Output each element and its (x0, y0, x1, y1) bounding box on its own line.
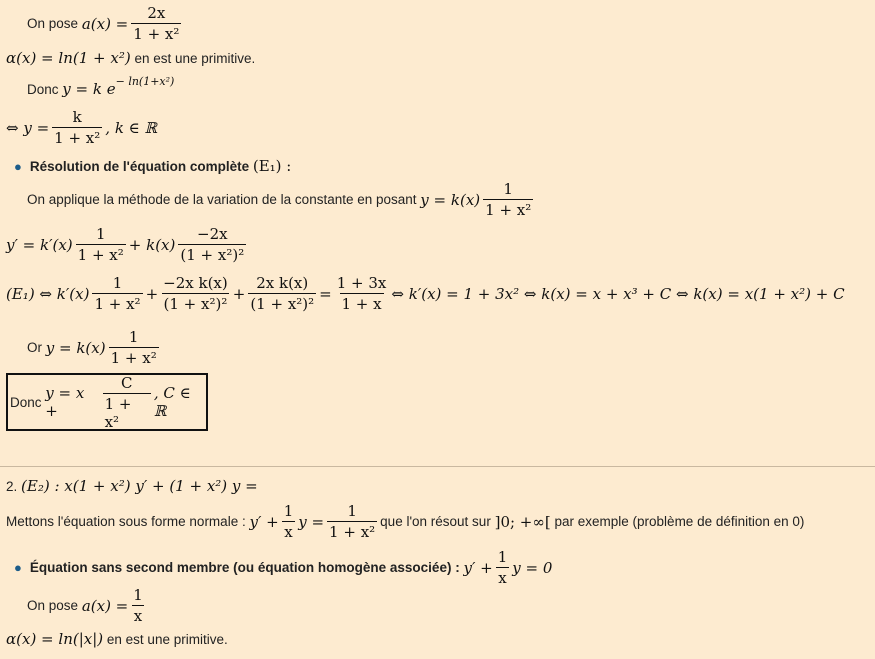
numerator: 1 (503, 180, 513, 198)
section-title: Équation sans second membre (ou équation homogène associée) : (29, 560, 460, 575)
numerator: −2x (197, 225, 228, 243)
variation-method-line (27, 180, 536, 219)
numerator: 1 (128, 328, 139, 346)
denominator: 1 + x² (94, 295, 141, 313)
denominator: (1 + x²)² (163, 295, 228, 313)
math-tail: , C ∈ ℝ (153, 384, 191, 420)
definition-a (27, 4, 184, 43)
numerator: 1 (283, 502, 294, 520)
divider (0, 466, 875, 467)
fraction (131, 4, 181, 43)
math-2: y = 0 (512, 558, 553, 577)
math-tail: ⇔ k′(x) = 1 + 3x² ⇔ k(x) = x + x³ + C ⇔ k(x) = x(1 + x²) + C (391, 284, 845, 303)
interval: ]0; +∞[ (494, 512, 551, 531)
denominator: 1 + x² (329, 523, 376, 541)
numerator: 1 (497, 548, 508, 566)
math-2: y = (298, 512, 325, 531)
numerator: −2x k(x) (163, 274, 228, 292)
boxed-result (6, 373, 208, 431)
fraction-4 (335, 274, 389, 313)
denominator: 1 + x² (133, 25, 180, 43)
math: (E₁) : (252, 157, 292, 175)
text-2: que l'on résout sur (380, 514, 491, 529)
fraction-2 (161, 274, 230, 313)
part2-heading (6, 477, 258, 495)
operator: + (145, 284, 159, 303)
numerator: 1 + 3x (336, 274, 387, 292)
definition-a-2 (27, 586, 148, 625)
math-lhs: ⇔ y = (6, 118, 50, 137)
numerator: 1 (133, 586, 143, 604)
math-lhs: y′ = k′(x) (6, 235, 73, 254)
bullet-icon: ● (14, 560, 22, 575)
denominator: (1 + x²)² (180, 246, 245, 264)
numerator: C (120, 373, 133, 392)
math: (E₂) : x(1 + x²) y′ + (1 + x²) y = (21, 477, 258, 495)
text: On pose (27, 16, 79, 31)
denominator: 1 + x² (485, 201, 532, 219)
denominator: 1 + x² (77, 246, 124, 264)
fraction-2 (327, 502, 377, 541)
operator: = (319, 284, 332, 303)
text: Or (27, 340, 42, 355)
section-title: Résolution de l'équation complète (29, 158, 250, 174)
math-1: y′ + (463, 558, 493, 577)
numerator: 1 (347, 502, 357, 520)
denominator: 1 + x² (54, 129, 101, 147)
operator: + (232, 284, 246, 303)
math: y = x + (45, 384, 85, 420)
normal-form-line (6, 502, 804, 541)
math: α(x) = ln(|x|) (6, 630, 104, 648)
exponent: − ln(1+x²) (115, 74, 175, 88)
text: Donc (10, 394, 42, 410)
part-label: 2. (6, 478, 18, 494)
math-tail: , k ∈ ℝ (105, 118, 158, 137)
fraction-1 (92, 274, 142, 313)
fraction (52, 108, 102, 147)
denominator: x (133, 607, 143, 625)
text: On pose (27, 598, 79, 613)
primitive-line-2 (6, 630, 228, 648)
denominator: (1 + x²)² (250, 295, 315, 313)
fraction-2 (178, 225, 246, 264)
text-3: par exemple (problème de définition en 0) (554, 514, 805, 529)
text: On applique la méthode de la variation de la constante en posant (27, 192, 417, 207)
solution-exp-line (27, 74, 175, 98)
equivalence-chain (6, 274, 875, 313)
derivative-line (6, 225, 249, 264)
numerator: 1 (95, 225, 106, 243)
fraction (103, 374, 151, 431)
primitive-line (6, 49, 255, 67)
math-1: y′ + (249, 512, 279, 531)
denominator: x (498, 569, 507, 587)
denominator: 1 + x² (103, 393, 151, 431)
text: Mettons l'équation sous forme normale : (6, 514, 246, 529)
numerator: k (72, 108, 82, 126)
fraction (109, 328, 159, 367)
section-homogeneous-equation (14, 548, 552, 587)
fraction (483, 180, 533, 219)
fraction (131, 586, 145, 625)
denominator: x (284, 523, 293, 541)
text: en est une primitive. (106, 631, 228, 647)
section-complete-equation (14, 157, 291, 175)
math: y = k e (62, 80, 116, 98)
numerator: 1 (112, 274, 123, 292)
fraction-3 (248, 274, 316, 313)
math-part: (E₁) ⇔ k′(x) (6, 284, 90, 303)
text: Donc (27, 81, 59, 97)
denominator: 1 + x² (110, 349, 157, 367)
math-mid: + k(x) (128, 235, 176, 254)
fraction (496, 548, 510, 587)
or-line (27, 328, 162, 367)
math-lhs: a(x) = (81, 596, 129, 615)
math-lhs: a(x) = (81, 14, 129, 33)
math: α(x) = ln(1 + x²) (6, 49, 131, 67)
math: y = k(x) (420, 190, 481, 209)
bullet-icon: ● (14, 158, 22, 174)
fraction-1 (282, 502, 296, 541)
solution-frac-line (6, 108, 157, 147)
math: y = k(x) (45, 338, 106, 357)
numerator: 2x (147, 4, 166, 22)
text: en est une primitive. (134, 50, 256, 66)
fraction-1 (76, 225, 126, 264)
denominator: 1 + x (341, 295, 382, 313)
numerator: 2x k(x) (256, 274, 309, 292)
